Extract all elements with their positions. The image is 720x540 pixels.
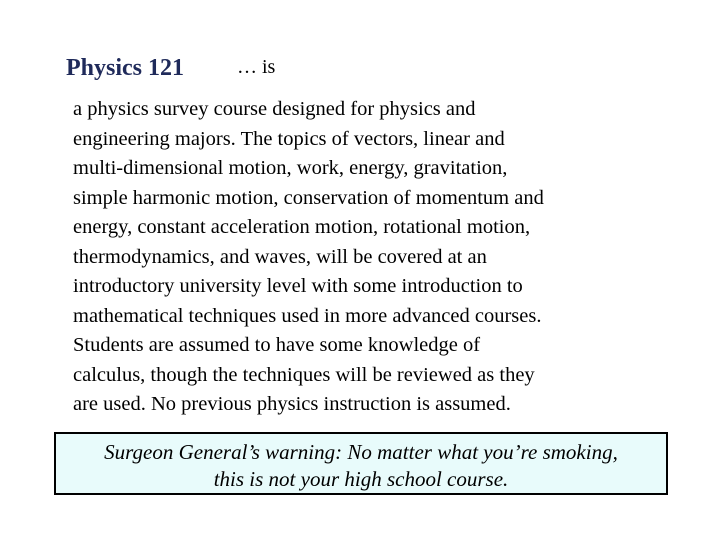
description-line: calculus, though the techniques will be reviewed as they [73,363,535,386]
warning-line: this is not your high school course. [213,467,509,491]
description-line: energy, constant acceleration motion, rotational motion, [73,216,531,238]
description-line: a physics survey course designed for physics and [73,98,476,120]
description-line: simple harmonic motion, conservation of momentum and [73,186,544,209]
description-line: introductory university level with some introduction to [73,275,523,297]
description-line: engineering majors. The topics of vectors, linear and [73,127,505,150]
description-line: are used. No previous physics instruction is assumed. [73,393,511,415]
title-suffix: … is [237,56,276,78]
description-line: mathematical techniques used in more advanced courses. [73,304,542,327]
warning-line: Surgeon General’s warning: No matter what you’re smoking, [104,440,618,464]
page-title: Physics 121 [66,55,185,81]
description-line: Students are assumed to have some knowledge of [73,334,481,356]
description-line: thermodynamics, and waves, will be covered at an [73,245,487,268]
description-line: multi-dimensional motion, work, energy, gravitation, [73,157,508,179]
warning-box [54,432,668,495]
course-description [73,95,653,420]
